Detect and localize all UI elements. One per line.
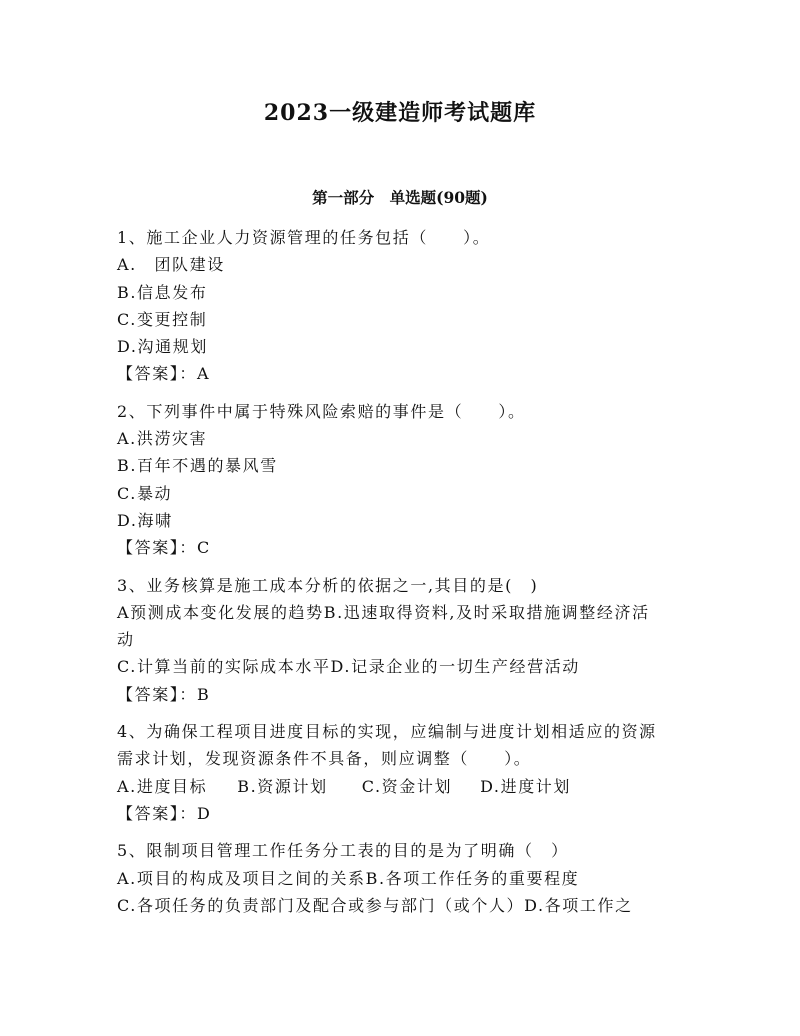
answer-label: 【答案】：C: [117, 538, 211, 558]
option-a: A. 团队建设: [117, 255, 225, 275]
question-5: [117, 837, 687, 919]
option-d: D.进度计划: [480, 776, 572, 796]
option-b: B.百年不遇的暴风雪: [117, 456, 278, 476]
question-list: [117, 224, 687, 929]
option-a: A.洪涝灾害: [117, 429, 208, 449]
option-line: 动: [117, 630, 135, 650]
option-c: C.暴动: [117, 483, 173, 503]
question-2: [117, 398, 687, 562]
option-c: C.资金计划: [361, 776, 453, 796]
option-d: D.沟通规划: [117, 337, 208, 357]
question-stem: 3、业务核算是施工成本分析的依据之一,其目的是( ): [117, 575, 539, 595]
option-b: B.资源计划: [237, 776, 328, 796]
question-stem: 2、下列事件中属于特殊风险索赔的事件是（ ）。: [117, 401, 526, 421]
inline-options: [117, 773, 687, 800]
option-line: C.计算当前的实际成本水平D.记录企业的一切生产经营活动: [117, 657, 580, 677]
question-stem: 1、施工企业人力资源管理的任务包括（ ）。: [117, 228, 491, 247]
question-4: [117, 718, 687, 827]
option-d: D.海啸: [117, 510, 173, 530]
option-line: C.各项任务的负责部门及配合或参与部门（或个人）D.各项工作之: [117, 895, 633, 915]
answer-label: 【答案】：B: [117, 684, 211, 704]
question-3: [117, 572, 687, 708]
option-b: B.信息发布: [117, 282, 208, 302]
question-stem-line: 4、为确保工程项目进度目标的实现，应编制与进度计划相适应的资源: [117, 722, 657, 742]
question-stem-line: 需求计划，发现资源条件不具备，则应调整（ ）。: [117, 749, 532, 769]
document-title: 2023一级建造师考试题库: [263, 100, 537, 126]
answer-label: 【答案】：D: [117, 803, 212, 823]
option-line: A预测成本变化发展的趋势B.迅速取得资料,及时采取措施调整经济活: [117, 602, 650, 622]
question-1: [117, 224, 687, 388]
option-a: A.进度目标: [117, 776, 208, 796]
section-title: 第一部分 单选题(90题): [312, 188, 488, 207]
option-c: C.变更控制: [117, 309, 208, 329]
answer-label: 【答案】：A: [117, 364, 211, 384]
option-line: A.项目的构成及项目之间的关系B.各项工作任务的重要程度: [117, 868, 580, 888]
question-stem: 5、限制项目管理工作任务分工表的目的是为了明确（ ）: [117, 841, 569, 861]
